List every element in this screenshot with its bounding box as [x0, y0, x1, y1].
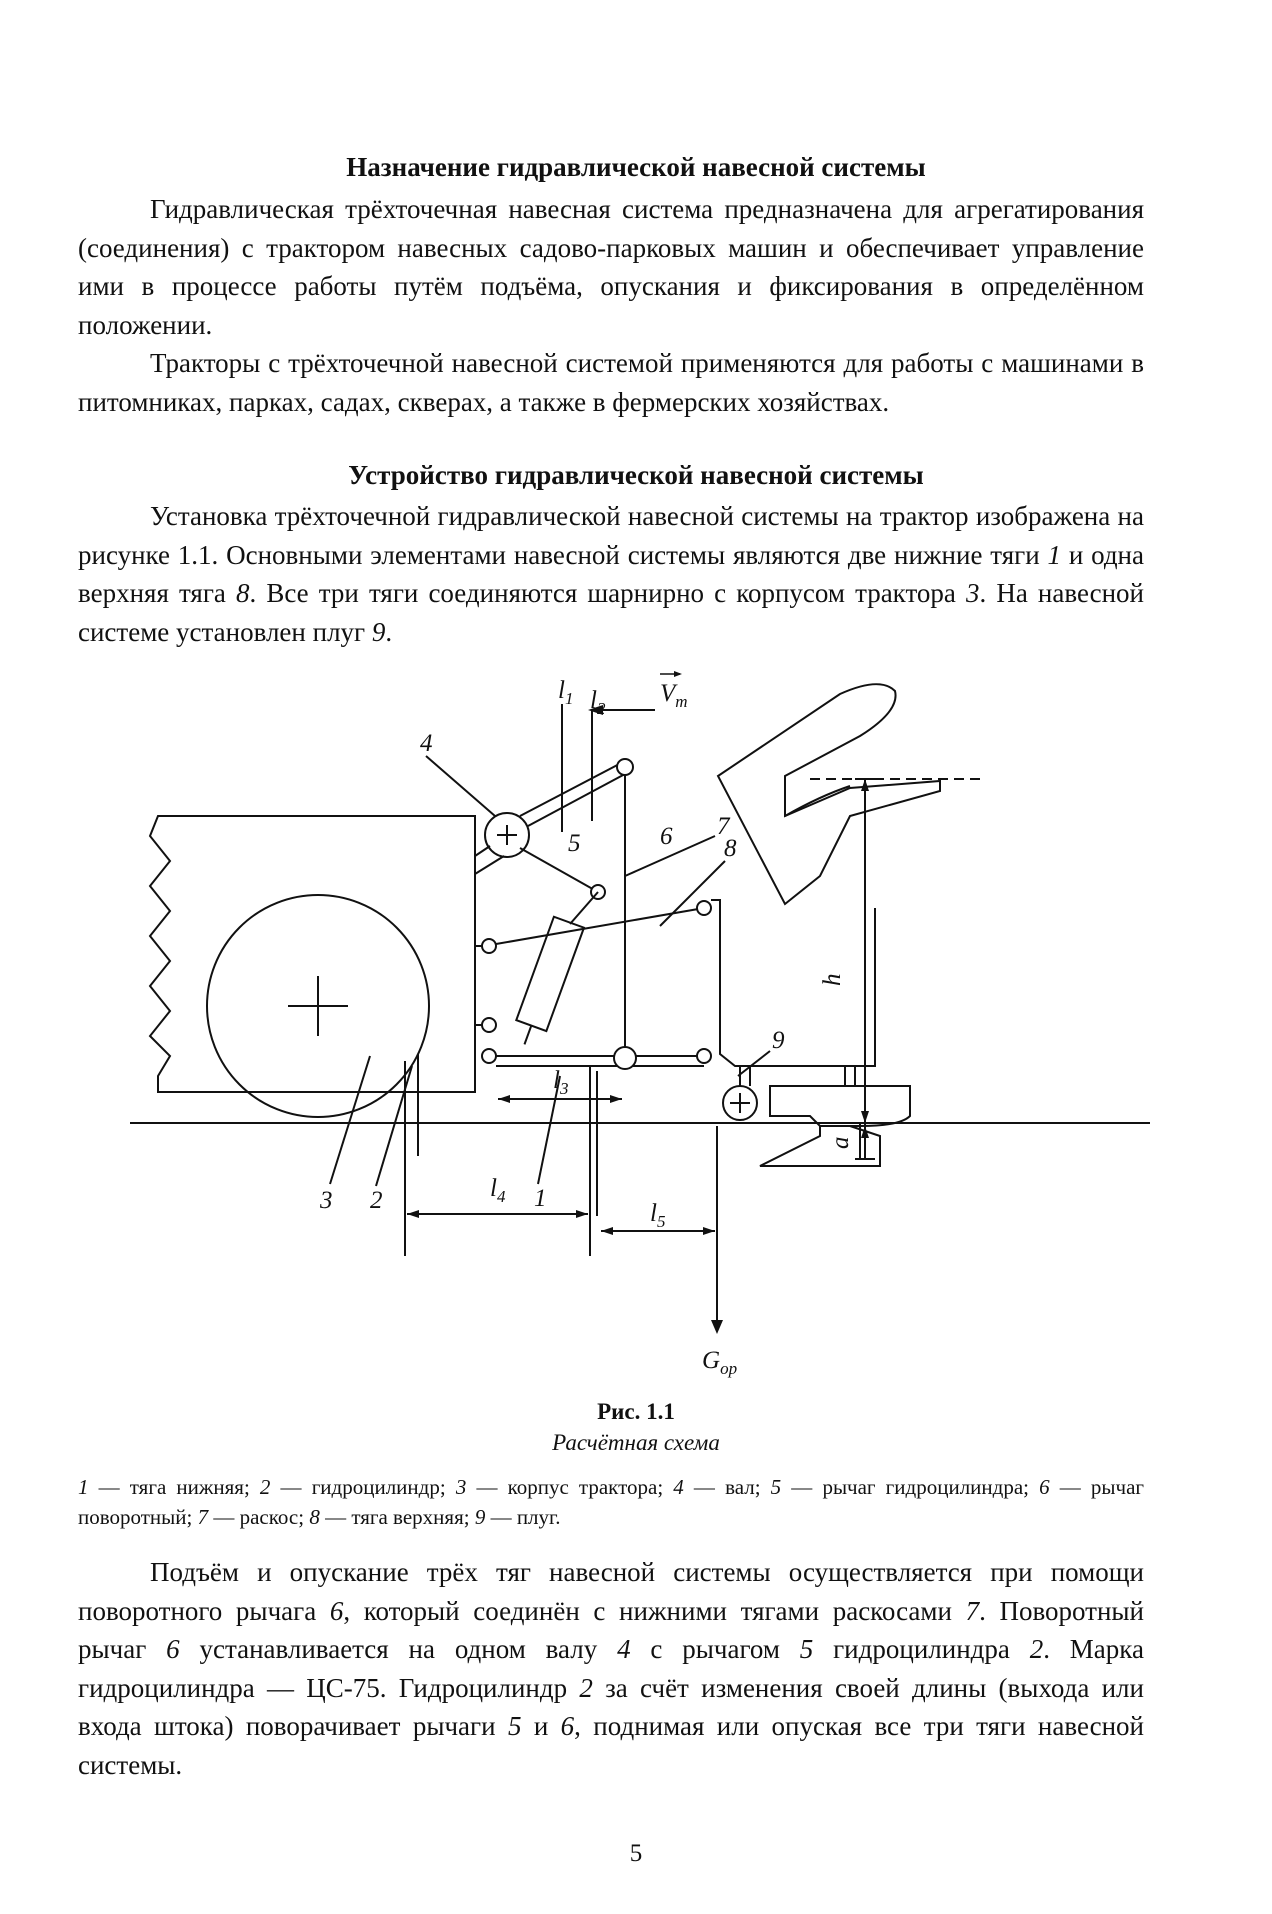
label-l3: $l_3$ [553, 1067, 569, 1098]
arm-6-pin [617, 759, 633, 775]
figure-caption-title: Рис. 1.1 [597, 1399, 675, 1424]
label-a: a [827, 1136, 854, 1149]
hitch-diagram [120, 656, 1150, 1378]
label-1: 1 [534, 1185, 547, 1212]
section-heading-design: Устройство гидравлической навесной системы [348, 460, 924, 490]
figure-caption-subtitle: Расчётная схема [552, 1430, 720, 1455]
label-velocity: $V_т$ [660, 680, 688, 711]
paragraph-usage: Тракторы с трёхточечной навесной системой применяются для работы с машинами в питомниках, парках, садах, скверах, а также в фермерских хозяйствах. [78, 348, 1144, 417]
label-l1: $l_1$ [558, 677, 574, 708]
label-g-op: $G_{ор}$ [702, 1347, 738, 1378]
hydraulic-cylinder-2 [509, 917, 584, 1050]
tractor-body [150, 816, 475, 1092]
figure-legend: 1 — тяга нижняя; 2 — гидроцилиндр; 3 — корпус трактора; 4 — вал; 5 — рычаг гидроцилиндра; 6 — рычаг поворотный; 7 — раскос; 8 — тяга верхняя; 9 — плуг. [78, 1475, 1144, 1529]
label-l4: $l_4$ [490, 1175, 506, 1206]
page-number: 5 [629, 1840, 643, 1867]
label-2: 2 [370, 1187, 383, 1214]
label-7: 7 [717, 813, 730, 840]
label-l5: $l_5$ [650, 1200, 666, 1231]
figure-calculation-scheme [120, 656, 1150, 1378]
label-5: 5 [568, 830, 581, 857]
label-6: 6 [660, 823, 673, 850]
label-3: 3 [320, 1187, 333, 1214]
paragraph-operation: Подъём и опускание трёх тяг навесной системы осуществляется при помощи поворотного рычага 6, который соединён с нижними тягами раскосами 7. Поворотный рычаг 6 устанавливается на одном валу 4 с рычагом 5 гидроцилиндра 2. Марка гидроцилиндра — ЦС-75. Гидроцилиндр 2 за счёт изменения своей длины (выхода или входа штока) поворачивает рычаги 5 и 6, поднимая или опуская все три тяги навесной системы. [78, 1557, 1144, 1780]
label-4: 4 [420, 730, 433, 757]
paragraph-design: Установка трёхточечной гидравлической навесной системы на трактор изображена на рисунке 1.1. Основными элементами навесной системы являются две нижние тяги 1 и одна верхняя тяга 8. Все три тяги соединяются шарнирно с корпусом трактора 3. На навесной системе установлен плуг 9. [78, 501, 1144, 647]
label-l2: $l_2$ [590, 687, 606, 718]
section-heading-purpose: Назначение гидравлической навесной системы [346, 152, 926, 182]
label-8: 8 [724, 835, 737, 862]
plough-9 [770, 1086, 910, 1126]
label-h: h [819, 973, 846, 986]
label-9: 9 [772, 1027, 785, 1054]
paragraph-purpose: Гидравлическая трёхточечная навесная система предназначена для агрегатирования (соединения) с трактором навесных садово-парковых машин и обеспечивает управление ими в процессе работы путём подъёма, опускания и фиксирования в определённом положении. [78, 194, 1144, 340]
implement-frame [711, 900, 875, 1066]
